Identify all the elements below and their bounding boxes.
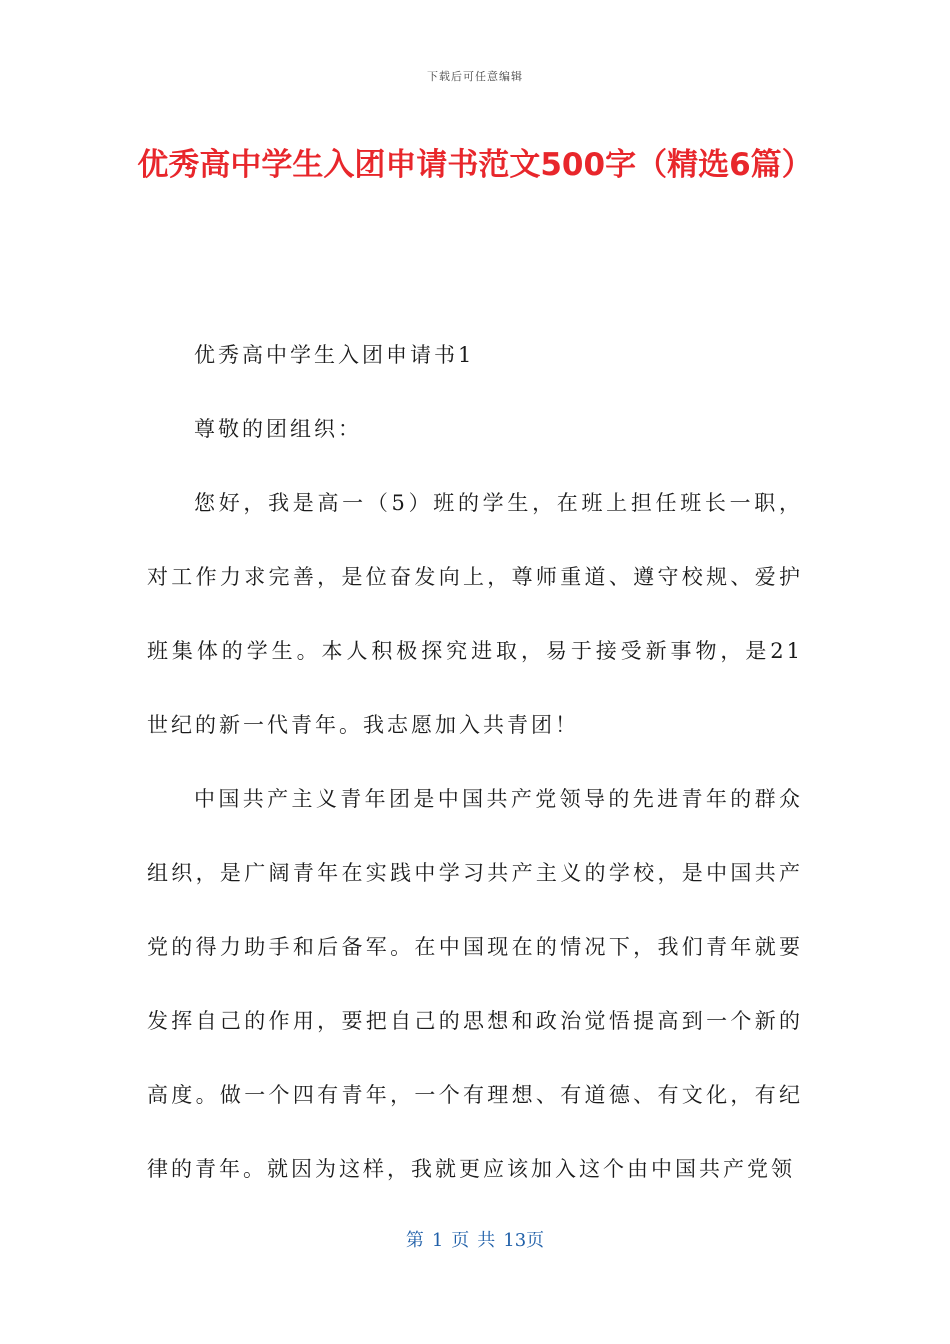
paragraph-league-description: 中国共产主义青年团是中国共产党领导的先进青年的群众组织，是广阔青年在实践中学习共产主义的学校，是中国共产党的得力助手和后备军。在中国现在的情况下，我们青年就要发挥自己的作用，要把自己的思想和政治觉悟提高到一个新的高度。做一个四有青年，一个有理想、有道德、有文化，有纪律的青年。就因为这样，我就更应该加入这个由中国共产党领 [147, 787, 803, 1181]
header-note: 下载后可任意编辑 [427, 70, 523, 83]
paragraph-salutation: 尊敬的团组织： [194, 417, 362, 441]
document-body [147, 318, 803, 1206]
footer-total-pages: 13页 [503, 1230, 545, 1251]
footer-label-page: 第 [405, 1230, 424, 1251]
paragraph-intro: 您好，我是高一（5）班的学生，在班上担任班长一职，对工作力求完善，是位奋发向上，尊师重道、遵守校规、爱护班集体的学生。本人积极探究进取，易于接受新事物，是21世纪的新一代青年。我志愿加入共青团！ [147, 491, 803, 737]
document-title: 优秀高中学生入团申请书范文500字（精选6篇） [137, 147, 813, 183]
page-footer [0, 1226, 950, 1252]
footer-label-page-unit: 页 [451, 1230, 470, 1251]
footer-label-total: 共 [477, 1230, 496, 1251]
paragraph-heading: 优秀高中学生入团申请书1 [194, 343, 475, 367]
footer-current-page: 1 [431, 1230, 444, 1251]
